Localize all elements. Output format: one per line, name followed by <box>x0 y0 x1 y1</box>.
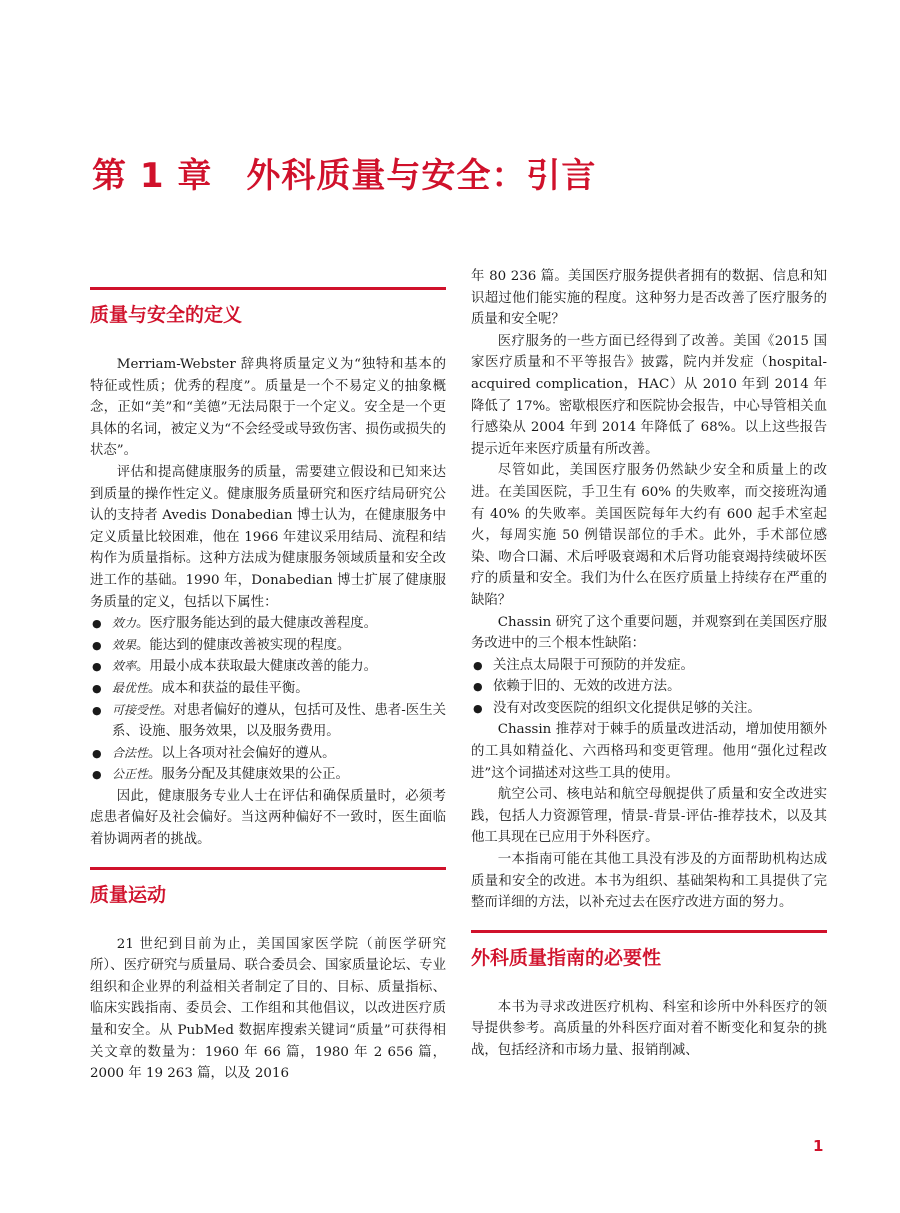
paragraph: Chassin 研究了这个重要问题，并观察到在美国医疗服务改进中的三个根本性缺陷： <box>471 614 827 652</box>
list-item <box>471 655 827 677</box>
paragraph: 21 世纪到目前为止，美国国家医学院（前医学研究所）、医疗研究与质量局、联合委员会、国家质量论坛、专业组织和企业界的利益相关者制定了目的、目标、质量指标、临床实践指南、委员会、工作组和其他倡议，以改进医疗质量和安全。从 PubMed 数据库搜索关键词“质量”可获得相关文章的数量为：1960 年 66 篇，1980 年 2 656 篇，2000 年 19 263 篇，以及 2016 <box>90 936 446 1082</box>
bullet-icon: ● <box>92 617 102 631</box>
list-item <box>90 635 446 657</box>
attribute-text: 。成本和获益的最佳平衡。 <box>148 680 309 696</box>
list-item <box>90 656 446 678</box>
attribute-term: 最优性 <box>112 680 149 695</box>
section-heading-movement: 质量运动 <box>90 883 167 906</box>
left-column <box>90 287 446 1085</box>
attribute-text: 。能达到的健康改善被实现的程度。 <box>136 637 351 653</box>
quality-attributes-list <box>90 613 446 786</box>
bullet-icon: ● <box>473 658 483 672</box>
bullet-icon: ● <box>92 660 102 674</box>
section-header-definition <box>90 287 446 327</box>
list-item <box>90 743 446 765</box>
bullet-icon: ● <box>92 703 102 717</box>
paragraph: 本书为寻求改进医疗机构、科室和诊所中外科医疗的领导提供参考。高质量的外科医疗面对着不断变化和复杂的挑战，包括经济和市场力量、报销削减、 <box>471 999 827 1058</box>
paragraph: Chassin 推荐对于棘手的质量改进活动，增加使用额外的工具如精益化、六西格玛和变更管理。他用“强化过程改进”这个词描述对这些工具的使用。 <box>471 722 827 781</box>
bullet-icon: ● <box>92 681 102 695</box>
section-heading-definition: 质量与安全的定义 <box>90 304 243 326</box>
bullet-icon: ● <box>92 746 102 760</box>
right-column <box>471 266 827 1062</box>
deficit-text: 没有对改变医院的组织文化提供足够的关注。 <box>493 700 761 716</box>
attribute-term: 效力 <box>112 616 137 631</box>
list-item <box>90 764 446 786</box>
attribute-term: 合法性 <box>112 745 149 760</box>
deficits-list <box>471 655 827 720</box>
attribute-term: 效果 <box>112 637 137 652</box>
chapter-title <box>92 148 596 197</box>
attribute-text: 。用最小成本获取最大健康改善的能力。 <box>136 659 378 675</box>
attribute-text: 。服务分配及其健康效果的公正。 <box>148 767 349 783</box>
attribute-term: 效率 <box>112 659 137 674</box>
bullet-icon: ● <box>473 701 483 715</box>
attribute-term: 可接受性 <box>112 702 161 717</box>
attribute-text: 。对患者偏好的遵从，包括可及性、患者-医生关系、设施、服务效果，以及服务费用。 <box>112 702 446 740</box>
bullet-icon: ● <box>92 638 102 652</box>
paragraph: 航空公司、核电站和航空母舰提供了质量和安全改进实践，包括人力资源管理，情景-背景-评估-推荐技术，以及其他工具现在已应用于外科医疗。 <box>471 787 827 846</box>
paragraph: 医疗服务的一些方面已经得到了改善。美国《2015 国家医疗质量和不平等报告》披露，院内并发症（hospital-acquired complication，HAC）从 2010 年到 2014 年降低了 17%。密歇根医疗和医院协会报告，中心导管相关血行感染从 2004 年到 2014 年降低了 68%。以上这些报告提示近年来医疗质量有所改善。 <box>471 333 827 457</box>
section-header-movement <box>90 867 446 907</box>
bullet-icon: ● <box>473 680 483 694</box>
paragraph: Merriam-Webster 辞典将质量定义为“独特和基本的特征或性质；优秀的程度”。质量是一个不易定义的抽象概念，正如“美”和“美德”无法局限于一个定义。安全是一个更具体的名词，被定义为“不会经受或导致伤害、损伤或损失的状态”。 <box>90 357 446 459</box>
list-item <box>90 678 446 700</box>
chapter-title-text: 外科质量与安全：引言 <box>246 156 597 196</box>
attribute-text: 。以上各项对社会偏好的遵从。 <box>148 745 336 761</box>
attribute-text: 。医疗服务能达到的最大健康改善程度。 <box>136 616 378 632</box>
list-item <box>471 676 827 698</box>
section-header-necessity <box>471 930 827 970</box>
paragraph: 评估和提高健康服务的质量，需要建立假设和已知来达到质量的操作性定义。健康服务质量研究和医疗结局研究公认的支持者 Avedis Donabedian 博士认为，在健康服务中定义质量比较困难，他在 1966 年建议采用结局、流程和结构作为质量指标。这种方法成为健康服务领域质量和安全改进工作的基础。1990 年，Donabedian 博士扩展了健康服务质量的定义，包括以下属性： <box>90 464 446 610</box>
attribute-term: 公正性 <box>112 767 149 782</box>
section-heading-necessity: 外科质量指南的必要性 <box>471 946 662 969</box>
list-item <box>471 698 827 720</box>
list-item <box>90 613 446 635</box>
deficit-text: 依赖于旧的、无效的改进方法。 <box>493 679 681 695</box>
deficit-text: 关注点太局限于可预防的并发症。 <box>493 657 694 673</box>
page-number: 1 <box>813 1137 824 1155</box>
paragraph: 因此，健康服务专业人士在评估和确保质量时，必须考虑患者偏好及社会偏好。当这两种偏好不一致时，医生面临着协调两者的挑战。 <box>90 788 446 848</box>
list-item <box>90 700 446 743</box>
paragraph: 年 80 236 篇。美国医疗服务提供者拥有的数据、信息和知识超过他们能实施的程度。这种努力是否改善了医疗服务的质量和安全呢？ <box>471 269 827 328</box>
bullet-icon: ● <box>92 768 102 782</box>
paragraph: 尽管如此，美国医疗服务仍然缺少安全和质量上的改进。在美国医院，手卫生有 60% 的失败率，而交接班沟通有 40% 的失败率。美国医院每年大约有 600 起手术室起火，每周实施 50 例错误部位的手术。此外，手术部位感染、吻合口漏、术后呼吸衰竭和术后肾功能衰竭持续破坏医疗的质量和安全。我们为什么在医疗质量上持续存在严重的缺陷？ <box>471 463 827 608</box>
chapter-number: 第 1 章 <box>92 156 213 196</box>
paragraph: 一本指南可能在其他工具没有涉及的方面帮助机构达成质量和安全的改进。本书为组织、基础架构和工具提供了完整而详细的方法，以补充过去在医疗改进方面的努力。 <box>471 852 827 911</box>
